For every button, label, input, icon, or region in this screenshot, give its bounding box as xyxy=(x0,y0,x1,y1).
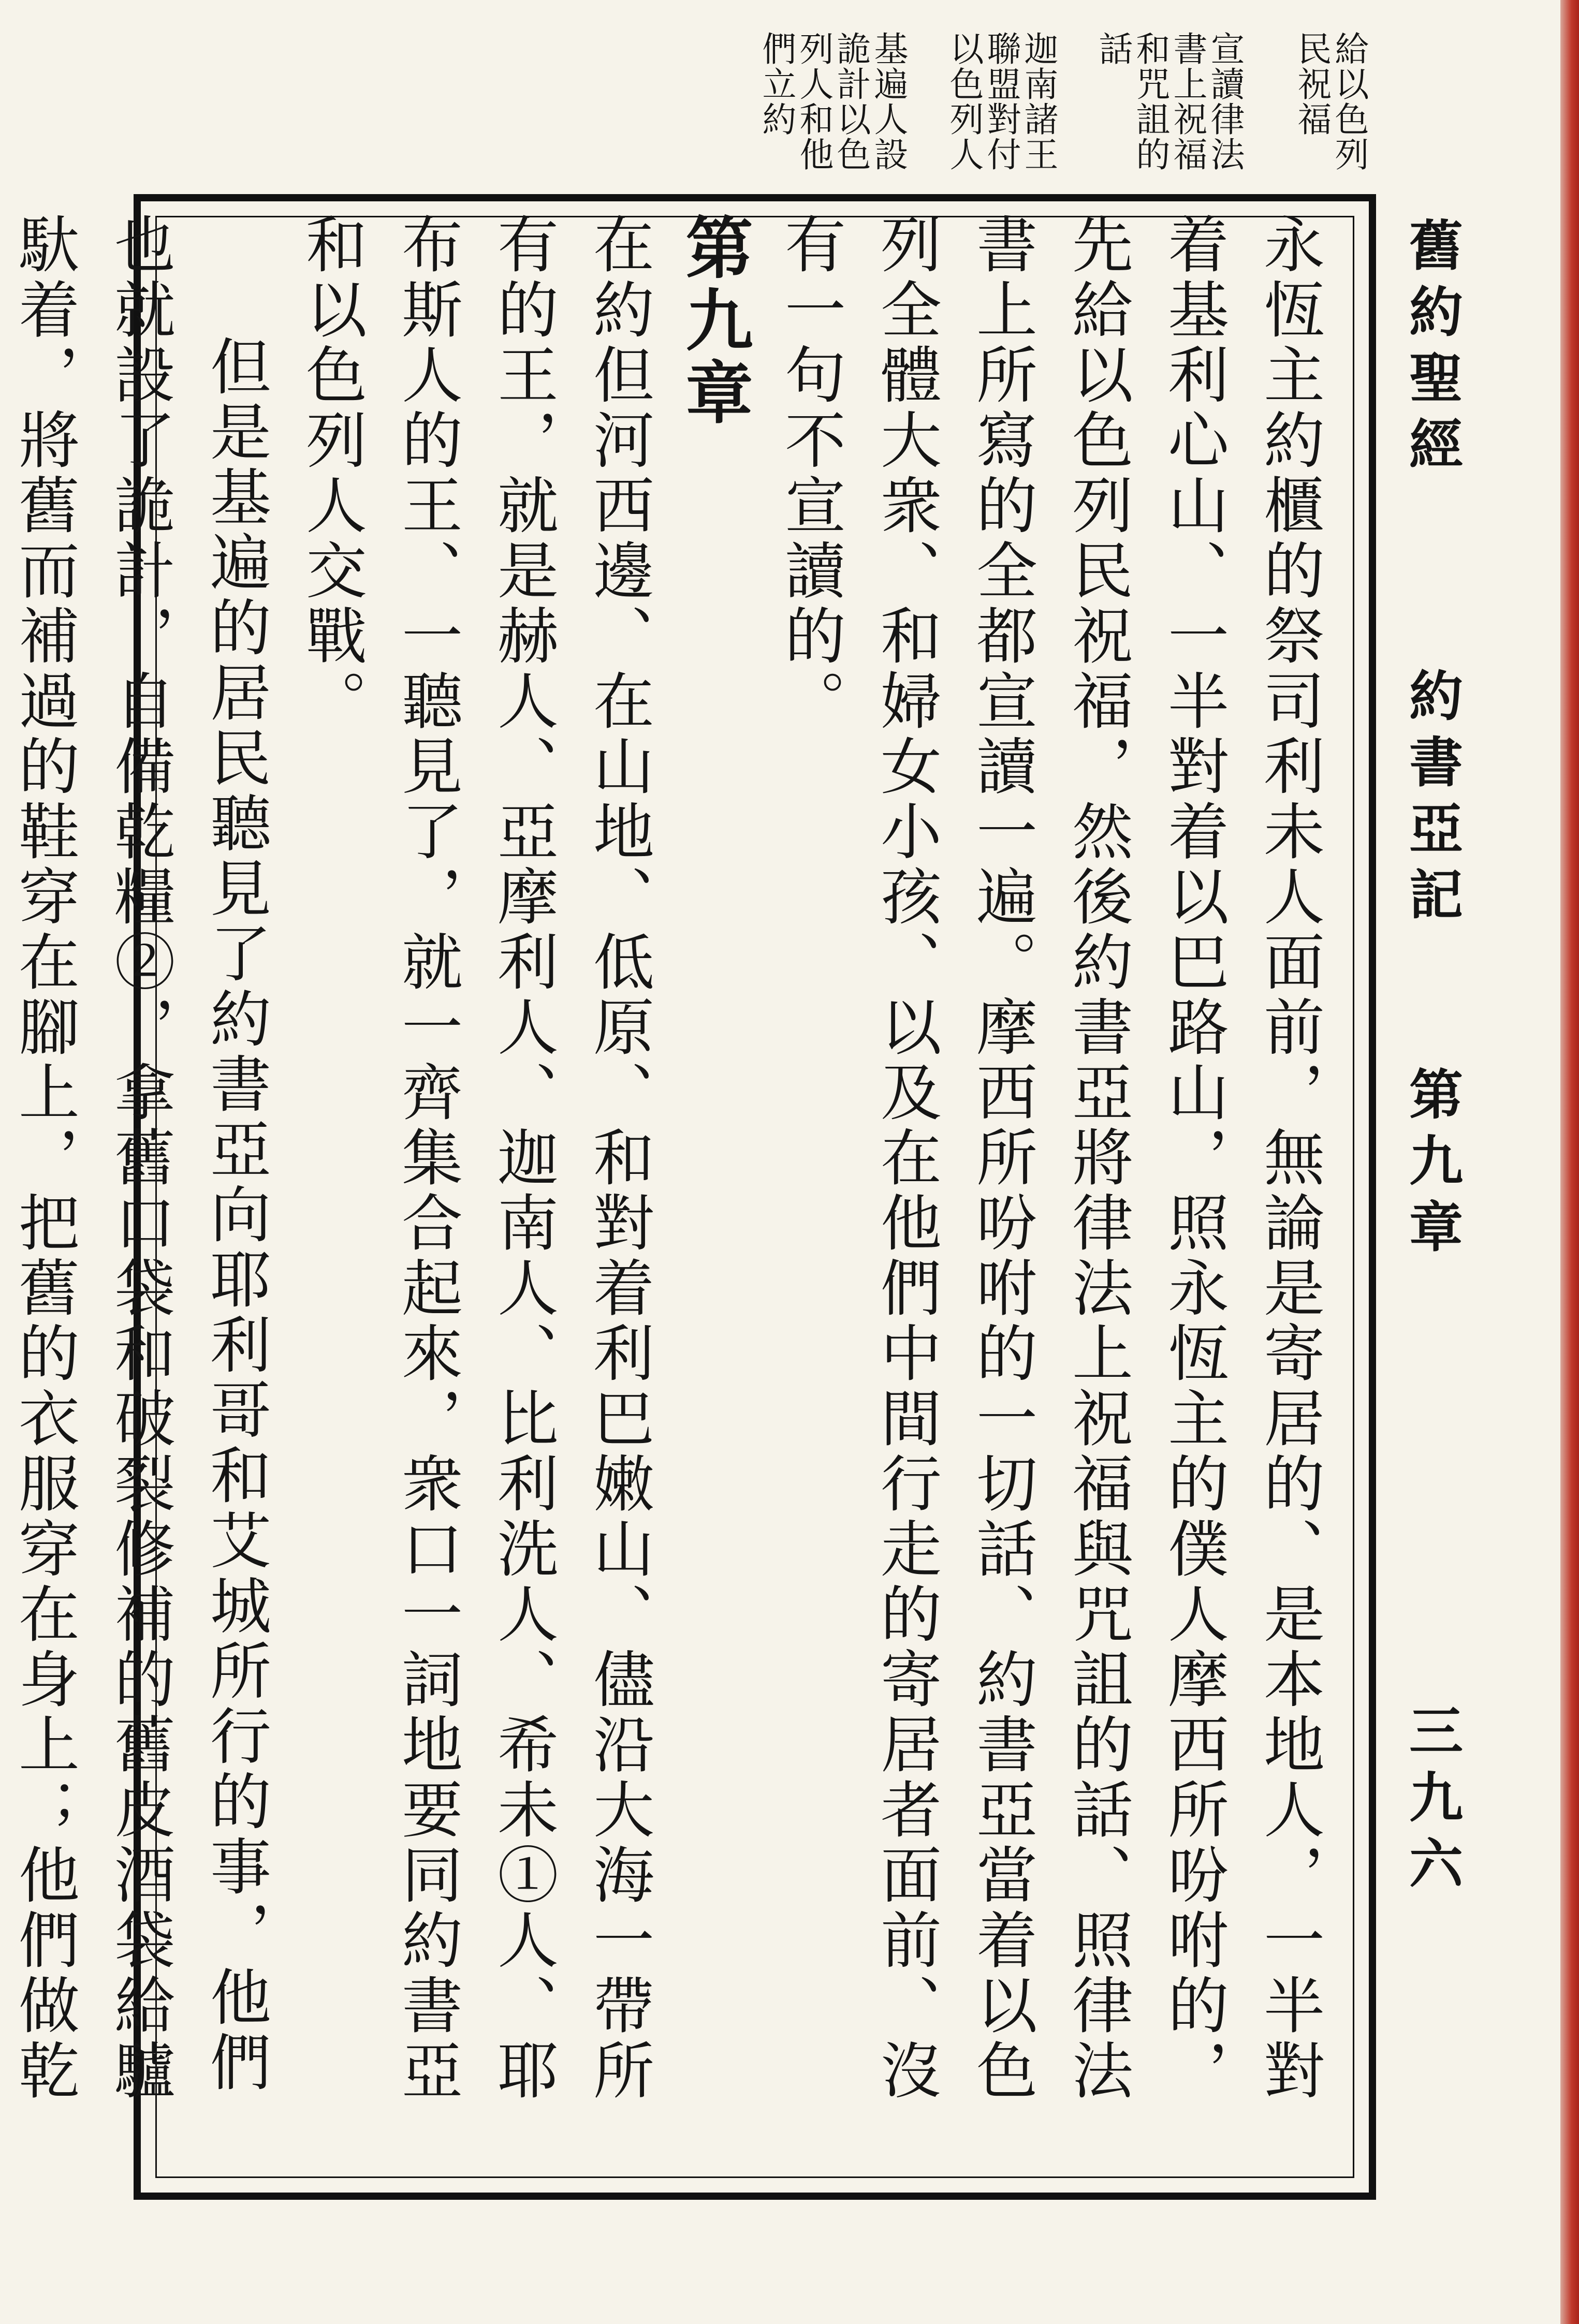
margin-note xyxy=(1087,31,1245,181)
margin-note-line: 書上祝福 xyxy=(1167,31,1207,172)
margin-note-line: 給以色列 xyxy=(1329,31,1369,172)
margin-note-line: 詭計以色 xyxy=(831,31,871,172)
page-edge xyxy=(1560,0,1579,2324)
chapter-label: 第九章 xyxy=(1400,1066,1464,1265)
chapter-book-title: 約書亞記 xyxy=(1400,668,1464,933)
paragraph: 永恆主約櫃的祭司利未人面前，無論是寄居的、是本地人，一半對着基利心山、一半對着以巴路山，照永恆主的僕人摩西所吩咐的，先給以色列民祝福，然後約書亞將律法上祝福與咒詛的話、照律法書上所寫的全都宣讀一遍。摩西所吩咐的一切話、約書亞當着以色列全體大衆、和婦女小孩、以及在他們中間行走的寄居者面前、沒有一句不宣讀的。 xyxy=(774,213,1325,2104)
book-title: 舊約聖經 xyxy=(1400,217,1464,482)
margin-notes xyxy=(621,31,1367,181)
body-text xyxy=(8,213,1337,2149)
paragraph: 但是基遍的居民聽見了約書亞向耶利哥和艾城所行的事，他們也就設了詭計，自備乾糧②，拿舊口袋和破裂修補的舊皮酒袋給驢馱着，將舊而補過的鞋穿在腳上，把舊的衣服穿在身上；他們做乾 xyxy=(8,213,271,2104)
margin-note xyxy=(751,31,906,181)
margin-note-line: 民祝福 xyxy=(1292,31,1332,137)
running-header xyxy=(1393,217,1470,2029)
margin-note-line: 聯盟對付 xyxy=(981,31,1021,172)
paragraph: 在約但河西邊、在山地、低原、和對着利巴嫩山、儘沿大海一帶所有的王，就是赫人、亞摩利人、迦南人、比利洗人、希未①人、耶布斯人的王、一聽見了，就一齊集合起來，衆口一詞地要同約書亞和以色列人交戰。 xyxy=(296,213,654,2104)
margin-note-line: 列人和他 xyxy=(794,31,834,172)
margin-note xyxy=(942,31,1056,181)
page-number: 三九六 xyxy=(1400,1703,1464,1902)
margin-note-line: 以色列人 xyxy=(944,31,984,172)
margin-note-line: 迦南諸王 xyxy=(1018,31,1058,172)
margin-note-line: 基遍人設 xyxy=(868,31,908,172)
margin-note xyxy=(1253,31,1367,181)
margin-note-line: 話 xyxy=(1093,31,1133,66)
text-frame xyxy=(8,194,1376,2200)
margin-note-line: 宣讀律法 xyxy=(1205,31,1245,172)
chapter-heading: 第九章 xyxy=(675,213,754,430)
margin-note-line: 和咒詛的 xyxy=(1130,31,1170,172)
margin-note-line: 們立約 xyxy=(756,31,796,137)
